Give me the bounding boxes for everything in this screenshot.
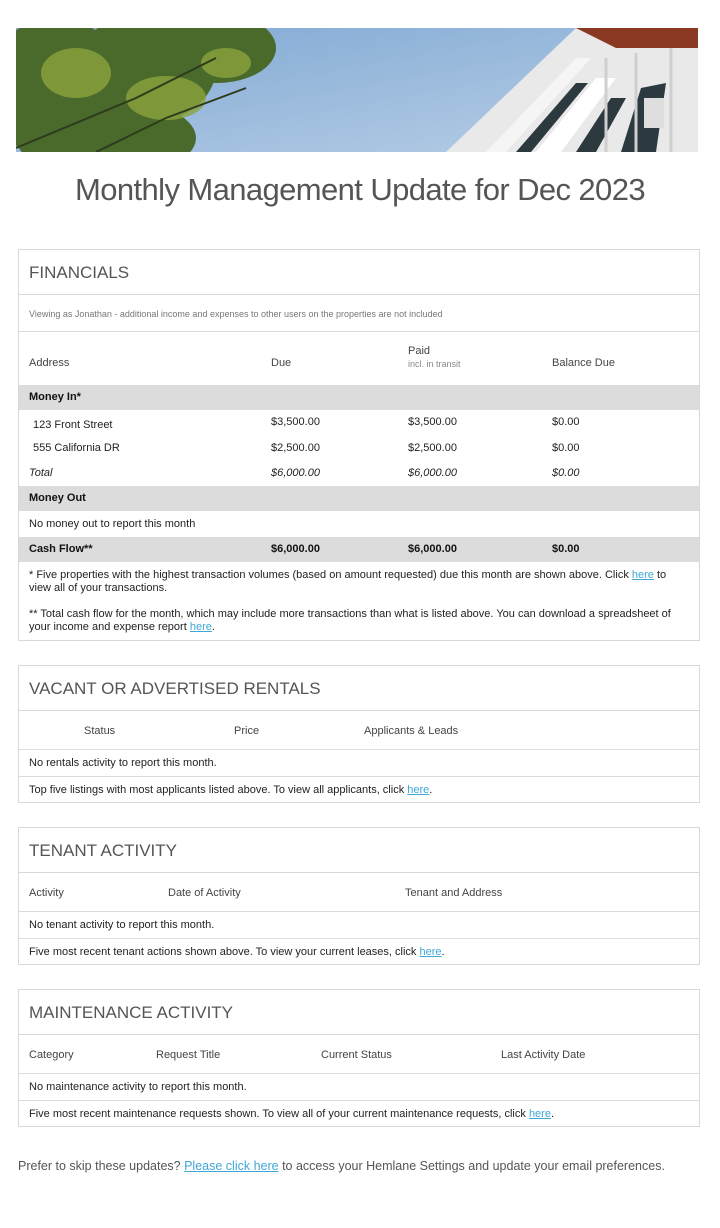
footer-text: Prefer to skip these updates? <box>18 1159 181 1173</box>
cash-flow-row <box>19 537 699 562</box>
col-tenant: Tenant and Address <box>405 887 503 899</box>
rentals-note-tail: . <box>429 784 433 796</box>
total-paid: $6,000.00 <box>408 467 457 479</box>
download-report-link[interactable]: here <box>189 621 212 633</box>
maintenance-header-row <box>19 1035 699 1074</box>
header-image <box>16 28 698 152</box>
footnote1-text: * Five properties with the highest transaction volumes (based on amount requested) due this month are shown above. Click <box>29 569 629 581</box>
maintenance-note: Five most recent maintenance requests shown. To view all of your current maintenance requests, click <box>29 1108 526 1120</box>
col-last-activity: Last Activity Date <box>501 1049 586 1061</box>
row-paid: $2,500.00 <box>408 442 457 454</box>
rentals-heading: VACANT OR ADVERTISED RENTALS <box>19 666 699 711</box>
rentals-header-row <box>19 711 699 750</box>
col-paid: Paid <box>408 345 431 357</box>
total-due: $6,000.00 <box>271 467 320 479</box>
footnote1-tail: to view all of your transactions. <box>29 569 667 594</box>
tenant-note-tail: . <box>441 946 445 958</box>
viewing-note: Viewing as Jonathan - additional income and expenses to other users on the properties are not included <box>29 309 443 319</box>
money-out-empty-row <box>19 511 699 537</box>
maintenance-empty-row <box>19 1074 699 1101</box>
tenant-heading: TENANT ACTIVITY <box>19 828 699 873</box>
tenant-empty: No tenant activity to report this month. <box>29 919 215 931</box>
footnote2-text: ** Total cash flow for the month, which may include more transactions than what is listed above. You can download a spreadsheet of your income and expense report <box>29 608 671 633</box>
cash-flow-due: $6,000.00 <box>271 543 320 555</box>
col-status: Status <box>84 725 116 737</box>
rentals-empty-row <box>19 750 699 777</box>
col-paid-sub: incl. in transit <box>408 359 461 369</box>
money-out-row <box>19 486 699 511</box>
cash-flow-balance: $0.00 <box>552 543 580 555</box>
maintenance-note-row <box>19 1101 699 1127</box>
tenant-empty-row <box>19 912 699 939</box>
col-category: Category <box>29 1049 74 1061</box>
col-request: Request Title <box>156 1049 221 1061</box>
viewing-note-row <box>19 295 699 332</box>
row-due: $2,500.00 <box>271 442 320 454</box>
total-label: Total <box>29 467 53 479</box>
row-due: $3,500.00 <box>271 416 320 428</box>
cash-flow-paid: $6,000.00 <box>408 543 457 555</box>
table-row <box>19 410 699 436</box>
row-address: 123 Front Street <box>33 419 113 431</box>
tenant-note-row <box>19 939 699 965</box>
rentals-note-row <box>19 777 699 803</box>
view-transactions-link[interactable]: here <box>631 569 654 581</box>
col-applicants: Applicants & Leads <box>364 725 459 737</box>
col-price: Price <box>234 725 260 737</box>
total-row <box>19 461 699 486</box>
rentals-note: Top five listings with most applicants listed above. To view all applicants, click <box>29 784 405 796</box>
page-title: Monthly Management Update for Dec 2023 <box>75 172 645 207</box>
tenant-note: Five most recent tenant actions shown above. To view your current leases, click <box>29 946 417 958</box>
maintenance-empty: No maintenance activity to report this month. <box>29 1081 247 1093</box>
settings-link[interactable]: Please click here <box>184 1159 279 1173</box>
footnote2-tail: . <box>211 621 215 633</box>
footnote-transactions <box>19 562 699 595</box>
financials-header-row <box>19 332 699 385</box>
row-address: 555 California DR <box>33 442 120 454</box>
col-current-status: Current Status <box>321 1049 392 1061</box>
footer-tail: to access your Hemlane Settings and update your email preferences. <box>282 1159 665 1173</box>
col-due: Due <box>271 357 292 369</box>
maintenance-note-tail: . <box>550 1108 555 1120</box>
financials-section <box>18 249 700 641</box>
view-maintenance-link[interactable]: here <box>528 1108 551 1120</box>
money-out-empty: No money out to report this month <box>29 518 196 530</box>
col-balance: Balance Due <box>552 357 615 369</box>
row-paid: $3,500.00 <box>408 416 457 428</box>
tenant-header-row <box>19 873 699 912</box>
col-activity: Activity <box>29 887 64 899</box>
maintenance-heading: MAINTENANCE ACTIVITY <box>19 990 699 1035</box>
total-balance: $0.00 <box>552 467 580 479</box>
row-balance: $0.00 <box>552 416 580 428</box>
rentals-empty: No rentals activity to report this month. <box>29 757 217 769</box>
money-in-row <box>19 385 699 410</box>
footer-unsubscribe <box>18 1152 678 1180</box>
maintenance-section <box>18 989 700 1127</box>
money-out-label: Money Out <box>29 492 86 504</box>
col-date: Date of Activity <box>168 887 241 899</box>
row-balance: $0.00 <box>552 442 580 454</box>
cash-flow-label: Cash Flow** <box>29 543 93 555</box>
rentals-section <box>18 665 700 803</box>
financials-heading: FINANCIALS <box>19 250 699 295</box>
footnote-cash-flow <box>19 595 699 634</box>
money-in-label: Money In* <box>29 391 81 403</box>
view-leases-link[interactable]: here <box>419 946 442 958</box>
view-applicants-link[interactable]: here <box>407 784 430 796</box>
table-row <box>19 436 699 461</box>
col-address: Address <box>29 357 70 369</box>
tenant-section <box>18 827 700 965</box>
